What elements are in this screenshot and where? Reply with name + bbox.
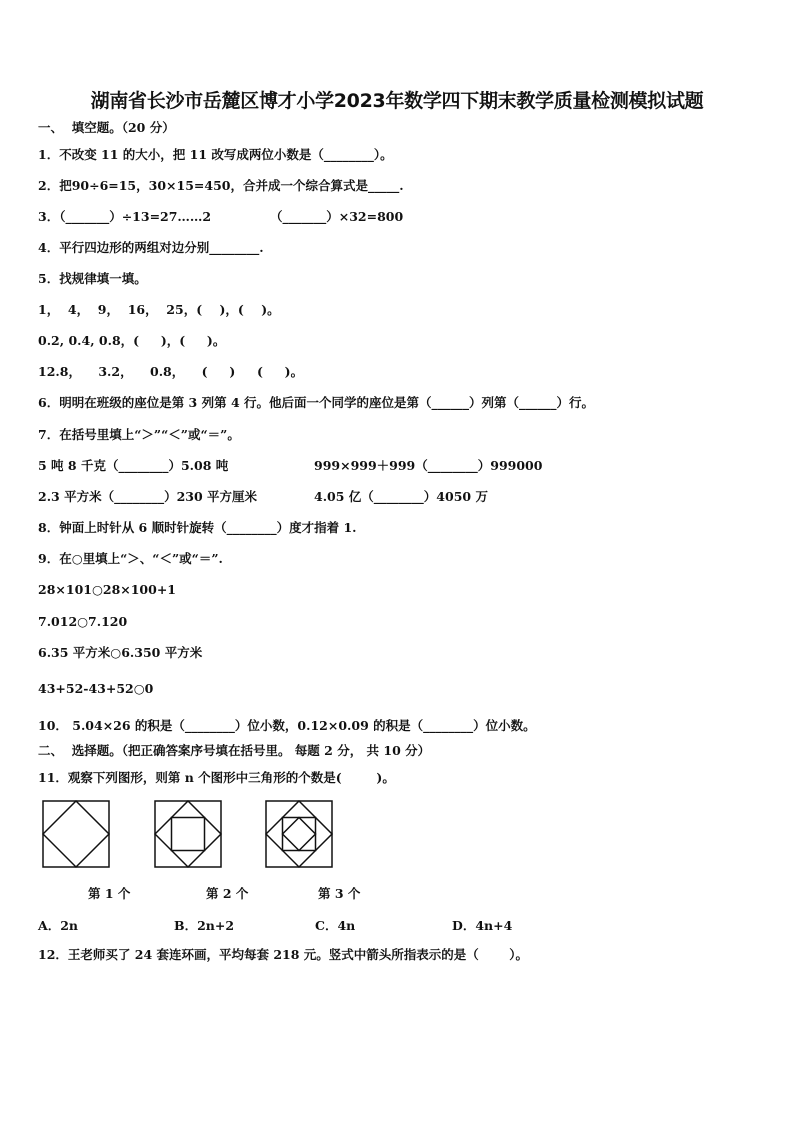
- figure-2: [154, 800, 224, 870]
- question-11: 11．观察下列图形，则第 n 个图形中三角形的个数是( )。: [38, 770, 395, 785]
- figure-2-caption: 第 2 个: [206, 886, 249, 901]
- question-7b: 999×999＋999（________）999000: [314, 458, 543, 473]
- question-4: 4．平行四边形的两组对边分别________.: [38, 240, 264, 255]
- question-7c: 2.3 平方米（________）230 平方厘米: [38, 489, 258, 504]
- section-2-heading: 二、 选择题。（把正确答案序号填在括号里。 每题 2 分， 共 10 分）: [38, 743, 431, 758]
- figure-1-caption: 第 1 个: [88, 886, 131, 901]
- question-7: 7．在括号里填上“＞”“＜”或“＝”。: [38, 427, 240, 442]
- section-1-heading: 一、 填空题。（20 分）: [38, 120, 175, 135]
- question-3b: （_______）×32=800: [270, 209, 404, 224]
- option-a: A．2n: [38, 918, 78, 933]
- question-10: 10． 5.04×26 的积是（________）位小数，0.12×0.09 的积是（________）位小数。: [38, 718, 536, 733]
- question-7d: 4.05 亿（________）4050 万: [314, 489, 488, 504]
- question-9c: 6.35 平方米○6.350 平方米: [38, 645, 203, 660]
- question-5-seq-c: 12.8， 3.2， 0.8， ( ) ( )。: [38, 364, 304, 379]
- question-8: 8．钟面上时针从 6 顺时针旋转（________）度才指着 1.: [38, 520, 357, 535]
- question-5: 5．找规律填一填。: [38, 271, 147, 286]
- question-9a: 28×101○28×100+1: [38, 582, 177, 597]
- figure-3: [265, 800, 335, 870]
- question-3a: 3．（_______）÷13=27……2: [38, 209, 212, 224]
- option-d: D．4n+4: [452, 918, 513, 933]
- figure-3-caption: 第 3 个: [318, 886, 361, 901]
- option-c: C．4n: [315, 918, 356, 933]
- page-title: 湖南省长沙市岳麓区博才小学2023年数学四下期末教学质量检测模拟试题: [90, 90, 704, 112]
- question-2: 2．把90÷6=15，30×15=450，合并成一个综合算式是_____.: [38, 178, 404, 193]
- question-9: 9．在○里填上“＞、“＜”或“＝”.: [38, 551, 223, 566]
- question-6: 6．明明在班级的座位是第 3 列第 4 行。他后面一个同学的座位是第（______）列第（______）行。: [38, 395, 595, 410]
- figure-1: [42, 800, 112, 870]
- question-12: 12．王老师买了 24 套连环画，平均每套 218 元。竖式中箭头所指表示的是（ ）。: [38, 947, 529, 962]
- question-1: 1．不改变 11 的大小，把 11 改写成两位小数是（________）。: [38, 147, 393, 162]
- question-9b: 7.012○7.120: [38, 614, 128, 629]
- question-5-seq-b: 0.2, 0.4, 0.8，( )，( )。: [38, 333, 226, 348]
- option-b: B．2n+2: [174, 918, 235, 933]
- question-9d: 43+52-43+52○0: [38, 681, 154, 696]
- question-7a: 5 吨 8 千克（________）5.08 吨: [38, 458, 229, 473]
- question-5-seq-a: 1， 4， 9， 16， 25，( )，( )。: [38, 302, 280, 317]
